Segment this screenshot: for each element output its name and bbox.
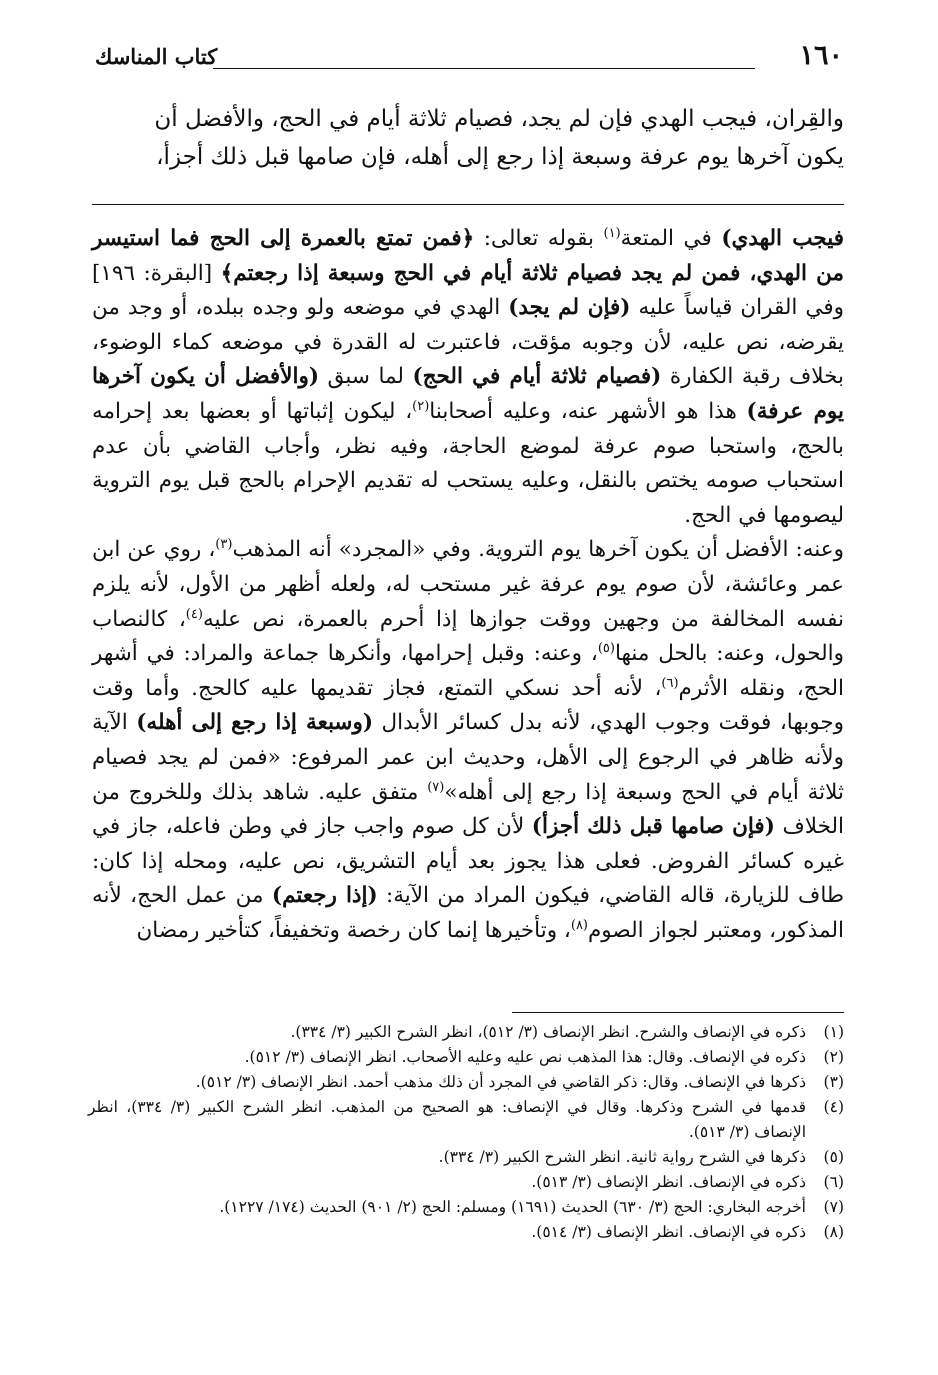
text-span: متفق عليه. شاهد بذلك وللخروج من الخلاف — [92, 779, 844, 840]
footnote-text: قدمها في الشرح وذكرها. وقال في الإنصاف: هو الصحيح من المذهب. انظر الشرح الكبير (٣/ ٣٣٤)، انظر الإنصاف (٣/ ٥١٣). — [88, 1098, 806, 1141]
footnote-ref: (٦) — [661, 675, 679, 691]
bold-quote: (إذا رجعتم) — [271, 883, 378, 909]
footnote — [88, 1045, 844, 1070]
footnote-ref: (١) — [603, 225, 621, 241]
text-span: بقوله تعالى: — [474, 226, 604, 251]
commentary-paragraph — [92, 533, 844, 948]
quran-verse: ﴿فمن تمتع بالعمرة إلى الحج فما استيسر من الهدي، فمن لم يجد فصيام ثلاثة أيام في الحج وسبعة إذا رجعتم﴾ — [92, 226, 844, 286]
footnote-number: (٣) — [823, 1073, 844, 1091]
footnote-number: (٤) — [823, 1098, 844, 1116]
footnote — [88, 1195, 844, 1220]
matn-divider — [92, 204, 844, 205]
footnote-ref: (٧) — [427, 779, 445, 795]
text-span: ، روي عن ابن عمر وعائشة، لأن صوم يوم عرفة غير مستحب له، ولعله أظهر من الأول، لأنه يلزم نفسه المخالفة من وجهين ووقت جوازها إذا أحرم بالعمرة، نص عليه — [92, 537, 844, 632]
footnote — [88, 1095, 844, 1145]
footnote-text: ذكره في الإنصاف. وقال: هذا المذهب نص عليه وعليه الأصحاب. انظر الإنصاف (٣/ ٥١٢). — [244, 1048, 806, 1066]
footnote-ref: (٨) — [570, 917, 588, 933]
footnote-text: ذكرها في الإنصاف. وقال: ذكر القاضي في المجرد أن ذلك مذهب أحمد. انظر الإنصاف (٣/ ٥١٢). — [195, 1073, 806, 1091]
footnote-text: ذكره في الإنصاف والشرح. انظر الإنصاف (٣/ ٥١٢)، انظر الشرح الكبير (٣/ ٣٣٤). — [290, 1023, 806, 1041]
footnote-divider — [512, 1012, 844, 1013]
page-header — [95, 40, 843, 80]
running-title: كتاب المناسك — [95, 44, 218, 69]
text-span: من عمل الحج، لأنه المذكور، ومعتبر لجواز الصوم — [92, 883, 844, 943]
text-span: ، وعنه: وقبل إحرامها، وأنكرها جماعة والمراد: في أشهر الحج، ونقله الأثرم — [92, 641, 844, 701]
commentary-text — [92, 222, 844, 948]
bold-quote: (فإن صامها قبل ذلك أجزأ) — [531, 814, 775, 840]
footnote-text: ذكره في الإنصاف. انظر الإنصاف (٣/ ٥١٣). — [531, 1173, 806, 1191]
footnote — [88, 1070, 844, 1095]
text-span: ، ليكون إثباتها أو بعضها بعد إحرامه بالحج، واستحبا صوم عرفة لموضع الحاجة، وفيه نظر، وأجاب القاضي بأن عدم استحباب صومه يختص بالنقل، وعليه يستحب له تقديم الإحرام بالحج قبل يوم التروية ليصومها في الحج. — [92, 398, 844, 528]
footnote-number: (٧) — [823, 1198, 844, 1216]
footnote-number: (٢) — [823, 1048, 844, 1066]
bold-quote: (فصيام ثلاثة أيام في الحج) — [412, 364, 662, 390]
footnote-ref: (٢) — [412, 398, 430, 414]
bold-quote: (فإن لم يجد) — [508, 295, 631, 321]
footnotes — [88, 1020, 844, 1245]
footnote — [88, 1220, 844, 1245]
footnote-number: (٦) — [823, 1173, 844, 1191]
text-span: ، كالنصاب والحول، وعنه: بالحل منها — [92, 606, 844, 667]
footnote-ref: (٤) — [185, 606, 203, 622]
footnote-number: (٥) — [823, 1148, 844, 1166]
footnote-text: ذكرها في الشرح رواية ثانية. انظر الشرح الكبير (٣/ ٣٣٤). — [438, 1148, 806, 1166]
text-span: الهدي في موضعه ولو وجده ببلده، أو وجد من يقرضه، نص عليه، لأن وجوبه مؤقت، فاعتبرت له القدرة في موضعه كماء الوضوء، بخلاف رقبة الكفارة — [92, 295, 844, 390]
footnote — [88, 1170, 844, 1195]
header-rule — [213, 68, 755, 69]
text-span: الآية ولأنه ظاهر في الرجوع إلى الأهل، وحديث ابن عمر المرفوع: «فمن لم يجد فصيام ثلاثة أيام في الحج وسبعة إذا رجع إلى أهله» — [92, 710, 844, 805]
footnote — [88, 1145, 844, 1170]
text-span: هذا هو الأشهر عنه، وعليه أصحابنا — [429, 398, 747, 424]
matn-text — [92, 100, 844, 176]
text-span: في المتعة — [620, 226, 722, 251]
matn-line: يكون آخرها يوم عرفة وسبعة إذا رجع إلى أهله، فإن صامها قبل ذلك أجزأ، — [156, 144, 844, 170]
bold-quote: (والأفضل أن يكون آخرها يوم عرفة) — [92, 364, 844, 424]
matn-line: والقِران، فيجب الهدي فإن لم يجد، فصيام ثلاثة أيام في الحج، والأفضل أن — [154, 106, 844, 132]
bold-quote: (وسبعة إذا رجع إلى أهله) — [136, 710, 374, 736]
text-span: لأن كل صوم واجب جاز في وطن فاعله، جاز في غيره كسائر الفروض. فعلى هذا يجوز بعد أيام التشريق، نص عليه، ومحله إذا كان: طاف للزيارة، قاله القاضي، فيكون المراد من الآية: — [92, 814, 844, 909]
footnote-text: ذكره في الإنصاف. انظر الإنصاف (٣/ ٥١٤). — [531, 1223, 806, 1241]
commentary-paragraph — [92, 222, 844, 533]
footnote-number: (١) — [823, 1023, 844, 1041]
text-span: ، لأنه أحد نسكي التمتع، فجاز تقديمها عليه كالحج. وأما وقت وجوبها، فوقت وجوب الهدي، لأنه بدل كسائر الأبدال — [92, 675, 844, 736]
footnote — [88, 1020, 844, 1045]
footnote-number: (٨) — [823, 1223, 844, 1241]
footnote-ref: (٥) — [597, 640, 615, 656]
bold-quote: فيجب الهدي) — [721, 226, 844, 251]
text-span: وعنه: الأفضل أن يكون آخرها يوم التروية. وفي «المجرد» أنه المذهب — [232, 537, 844, 563]
footnote-ref: (٣) — [215, 537, 233, 553]
page-number: ١٦٠ — [799, 40, 843, 71]
text-span: لما سبق — [319, 364, 413, 390]
text-span: [البقرة: ١٩٦] وفي القران قياساً عليه — [92, 260, 844, 321]
footnote-text: أخرجه البخاري: الحج (٣/ ٦٣٠) الحديث (١٦٩١) ومسلم: الحج (٢/ ٩٠١) الحديث (١٧٤/ ١٢٢٧). — [219, 1198, 806, 1216]
text-span: ، وتأخيرها إنما كان رخصة وتخفيفاً، كتأخير رمضان — [136, 917, 571, 943]
